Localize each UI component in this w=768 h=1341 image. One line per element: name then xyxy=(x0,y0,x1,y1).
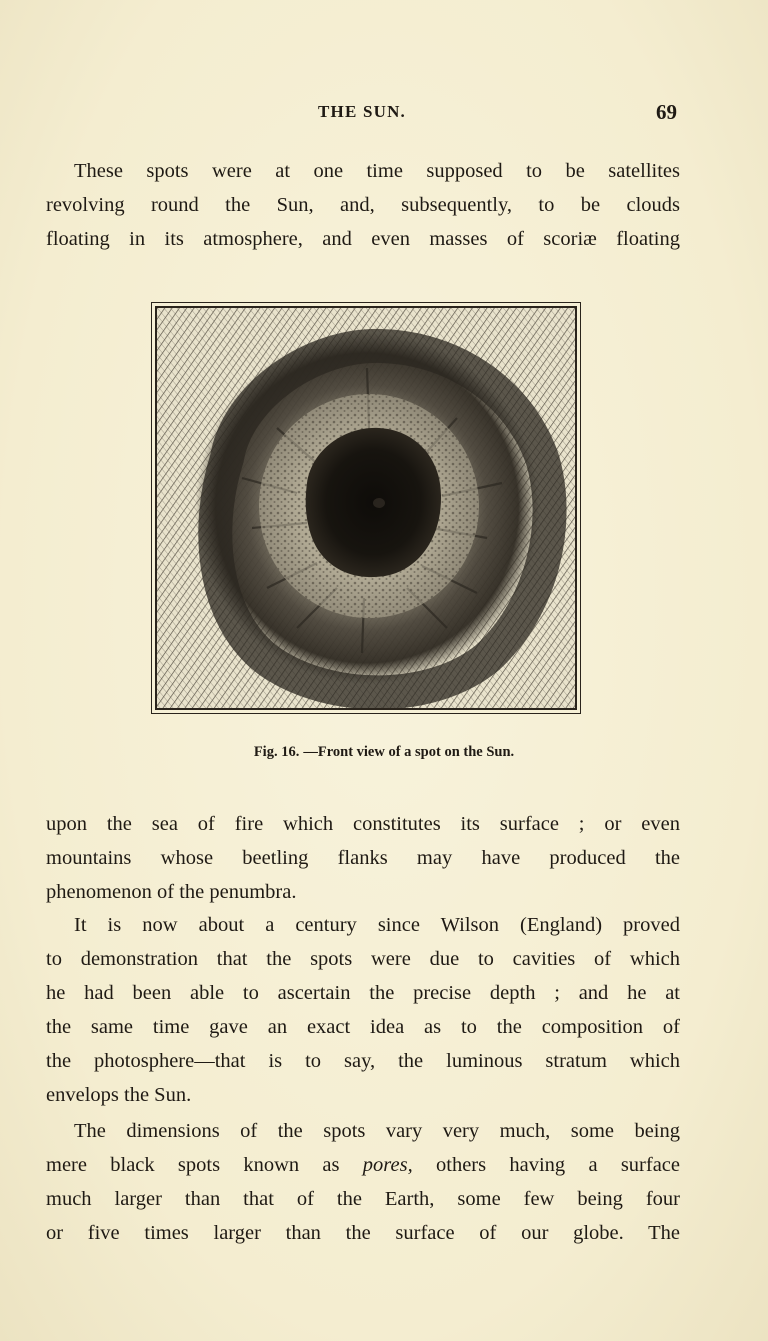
paragraph-line: The dimensions of the spots vary very much, some being xyxy=(74,1120,680,1142)
paragraph-line: he had been able to ascertain the precise depth ; and he at xyxy=(46,982,680,1004)
text-segment: others having a surface xyxy=(412,1154,680,1176)
paragraph-line: revolving round the Sun, and, subsequently, to be clouds xyxy=(46,194,680,216)
paragraph-line: mountains whose beetling flanks may have produced the xyxy=(46,847,680,869)
paragraph-line: These spots were at one time supposed to be satellites xyxy=(74,160,680,182)
figure-label: Fig. 16. xyxy=(253,744,300,760)
italic-term: pores, xyxy=(362,1154,413,1176)
running-header xyxy=(0,102,768,128)
paragraph-2 xyxy=(46,807,680,909)
paragraph-line: envelops the Sun. xyxy=(46,1084,192,1106)
figure-caption xyxy=(0,744,768,761)
paragraph-line: much larger than that of the Earth, some few being four xyxy=(46,1188,680,1210)
paragraph-line: floating in its atmosphere, and even masses of scoriæ floating xyxy=(46,228,680,250)
paragraph-1 xyxy=(46,154,680,256)
paragraph-line xyxy=(46,1148,680,1182)
sunspot-illustration xyxy=(151,302,581,714)
paragraph-3 xyxy=(46,908,680,1112)
text-segment: mere black spots known as xyxy=(46,1154,363,1176)
paragraph-line: the same time gave an exact idea as to the composition of xyxy=(46,1016,680,1038)
paragraph-line: phenomenon of the penumbra. xyxy=(46,881,297,903)
running-title: THE SUN. xyxy=(318,102,407,121)
illustration-frame xyxy=(155,306,577,710)
paragraph-line: to demonstration that the spots were due to cavities of which xyxy=(46,948,680,970)
paragraph-4 xyxy=(46,1114,680,1250)
paragraph-line: the photosphere—that is to say, the luminous stratum which xyxy=(46,1050,680,1072)
paragraph-line: It is now about a century since Wilson (England) proved xyxy=(74,914,680,936)
figure-caption-text: —Front view of a spot on the Sun. xyxy=(303,744,515,760)
paragraph-line: or five times larger than the surface of our globe. The xyxy=(46,1222,680,1244)
paragraph-line: upon the sea of fire which constitutes its surface ; or even xyxy=(46,813,680,835)
sunspot-engraving xyxy=(157,308,577,710)
page-number: 69 xyxy=(656,100,677,124)
